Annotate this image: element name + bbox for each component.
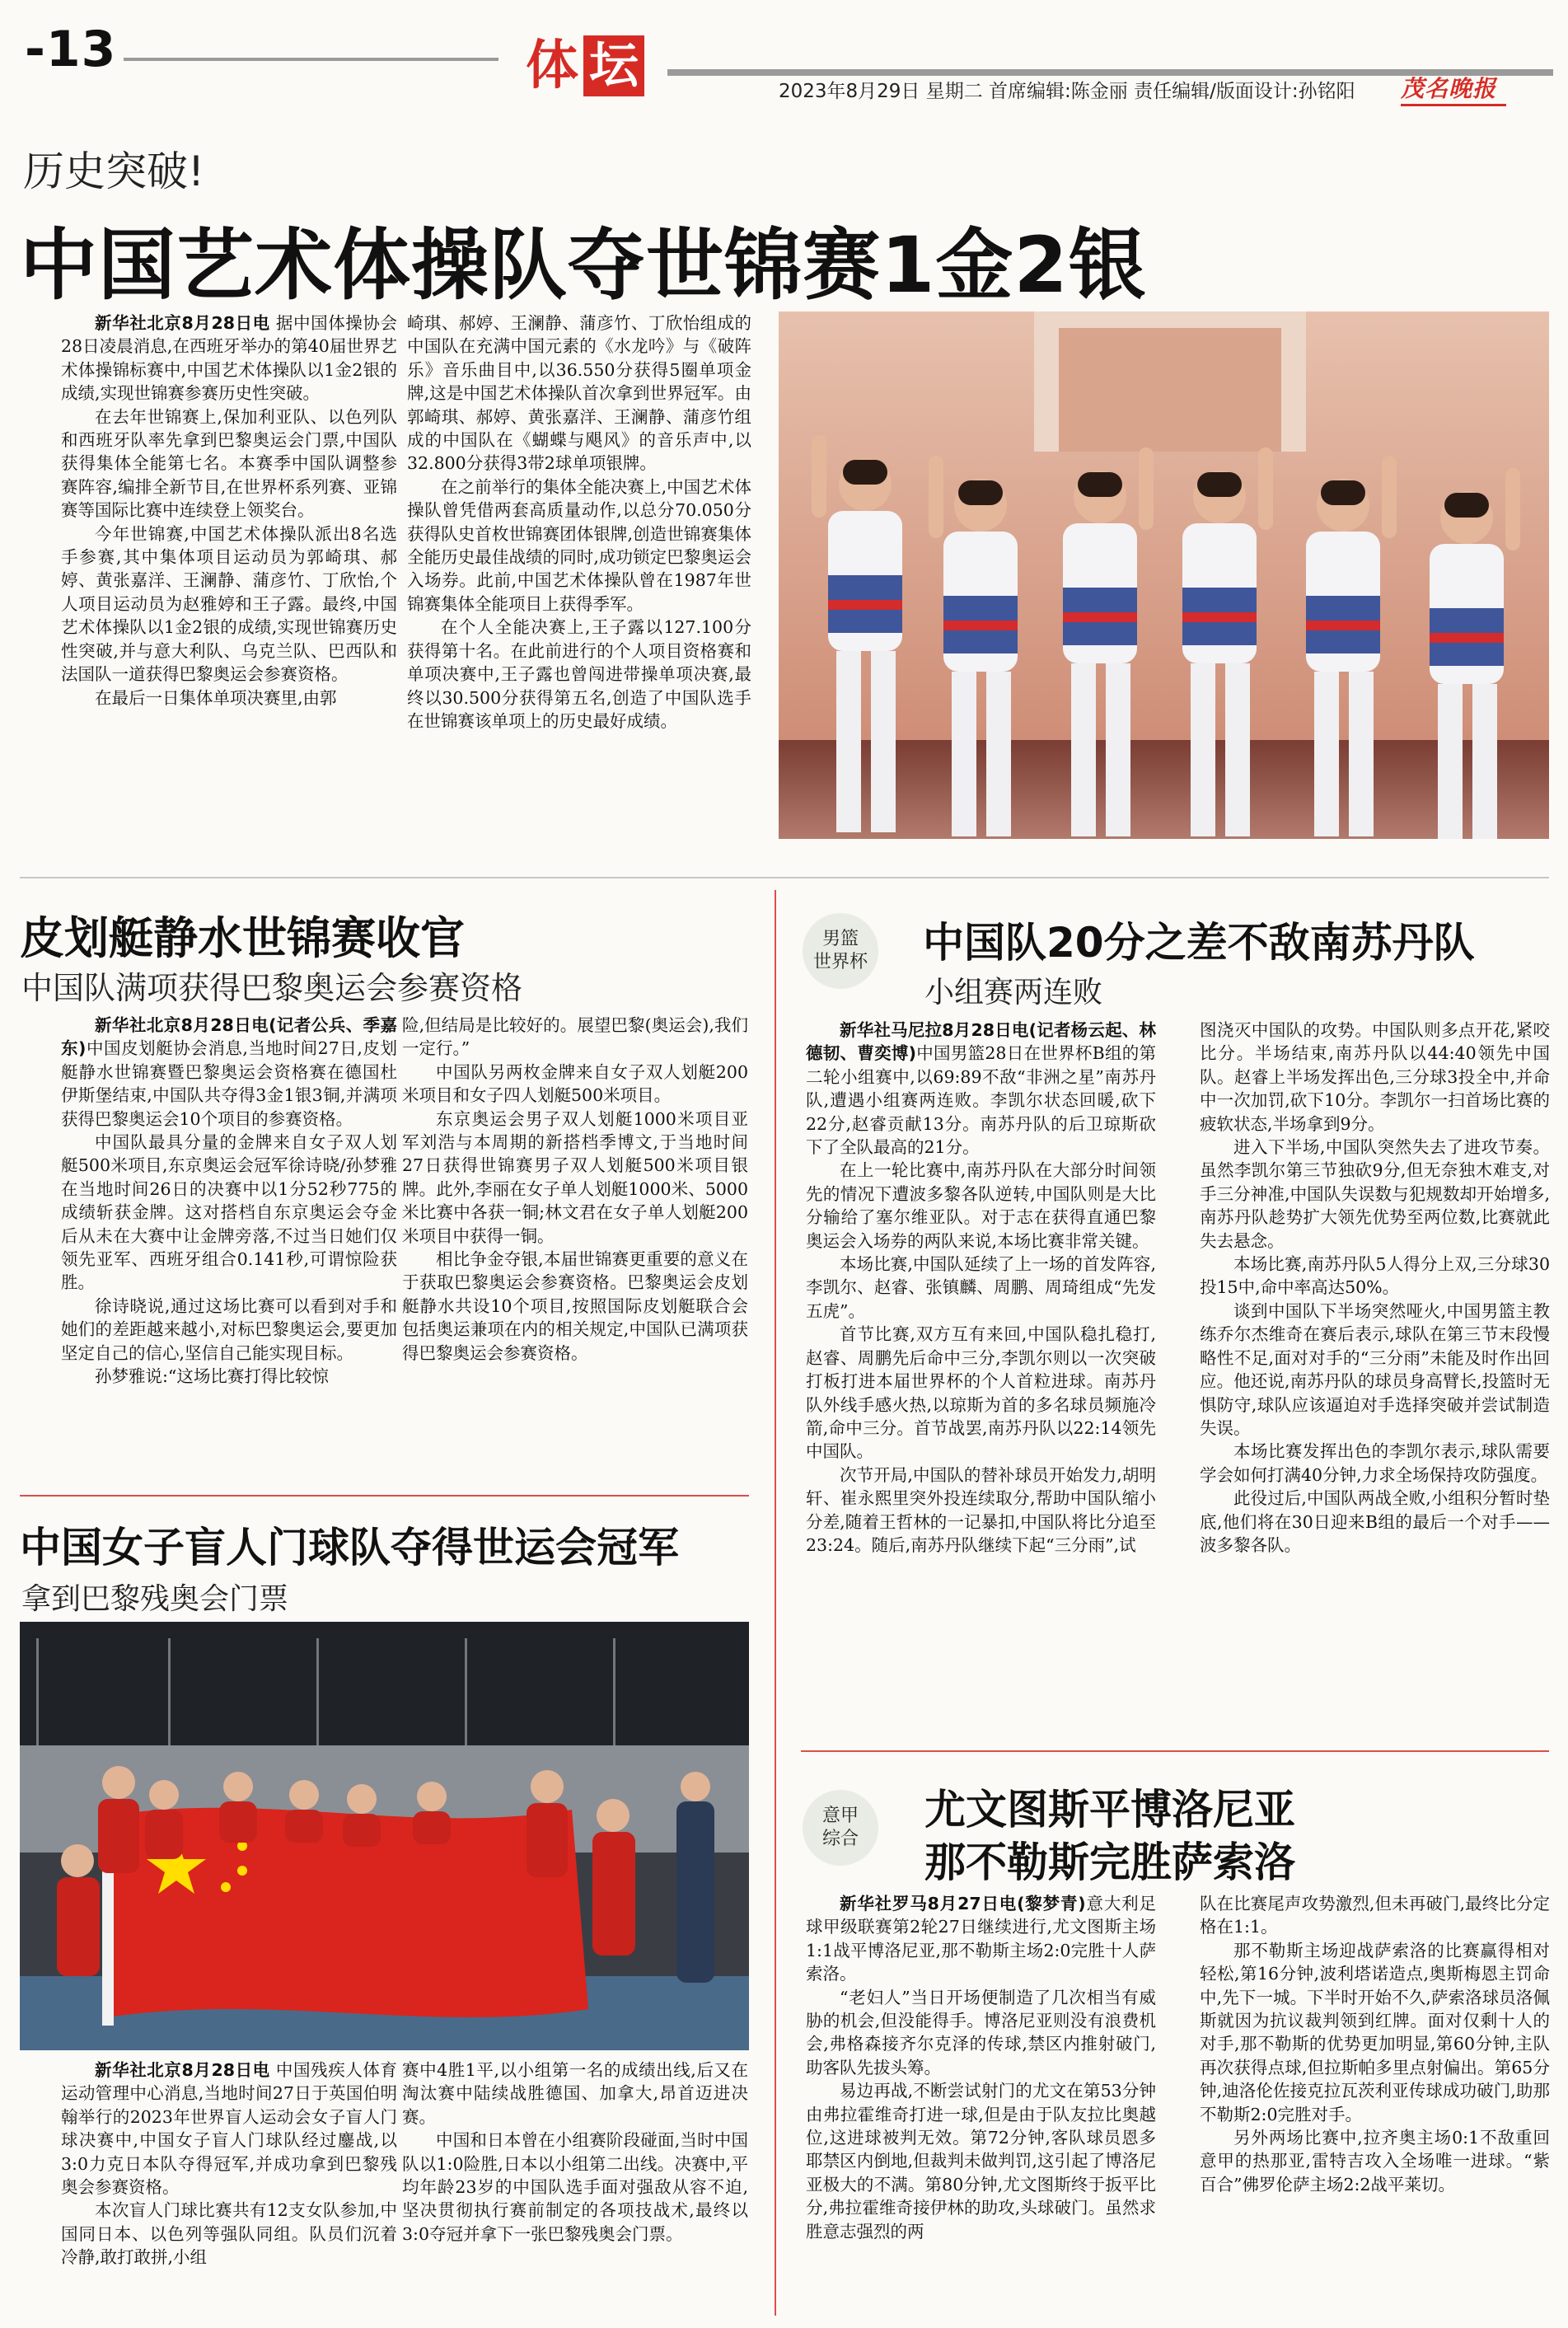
art4-subtitle: 小组赛两连败 — [924, 976, 1103, 1009]
newspaper-logo: 茂名晚报 — [1401, 71, 1506, 106]
art5-col1: 新华社罗马8月27日电(黎梦青)意大利足球甲级联赛第2轮27日继续进行,尤文图斯主场1:1战平博洛尼亚,那不勒斯主场2:0完胜十人萨索洛。 “老妇人”当日开场便制造了几次相当有威胁的机会,但没能得手。博洛尼亚则没有浪费机会,弗格森接齐尔克泽的传球,禁区内推射破门,助客队先拔头筹。 易边再战,不断尝试射门的尤文在第53分钟由弗拉霍维奇打进一球,但是由于队友拉比奥越位,这进球被判无效。第72分钟,客队球员恩多耶禁区内倒地,但裁判未做判罚,这引起了博洛尼亚极大的不满。第80分钟,尤文图斯终于扳平比分,弗拉霍维奇接伊林的助攻,头球破门。虽然求胜意志强烈的两 — [806, 1894, 1156, 2241]
date-line: 2023年8月29日 星期二 首席编辑:陈金丽 责任编辑/版面设计:孙铭阳 — [779, 81, 1355, 102]
vertical-divider — [775, 890, 776, 2316]
gymnastics-team-photo — [779, 311, 1549, 839]
art2-title: 皮划艇静水世锦赛收官 — [20, 912, 465, 964]
art3-col1: 新华社北京8月28日电 中国残疾人体育运动管理中心消息,当地时间27日于英国伯明翰举行的2023年世界盲人运动会女子盲人门球决赛中,中国女子盲人门球队经过鏖战,以3:0力克日本队夺得冠军,并成功拿到巴黎残奥会参赛资格。 本次盲人门球比赛共有12支女队参加,中国同日本、以色列等强队同组。队员们沉着冷静,敢打敢拼,小组 — [61, 2060, 397, 2268]
art1-col2: 崎琪、郝婷、王澜静、蒲彦竹、丁欣怡组成的中国队在充满中国元素的《水龙吟》与《破阵乐》音乐曲目中,以36.550分获得5圈单项金牌,这是中国艺术体操队首次拿到世界冠军。由郭崎琪、郝婷、黄张嘉洋、王澜静、蒲彦竹组成的中国队在《蝴蝶与飓风》的音乐声中,以32.800分获得3带2球单项银牌。 在之前举行的集体全能决赛上,中国艺术体操队曾凭借两套高质量动作,以总分70.050分获得队史首枚世锦赛团体银牌,创造世锦赛集体全能历史最佳战绩的同时,成功锁定巴黎奥运会入场券。此前,中国艺术体操队曾在1987年世锦赛集体全能项目上获得季军。 在个人全能决赛上,王子露以127.100分获得第十名。在此前进行的个人项目资格赛和单项决赛中,王子露也曾闯进带操单项决赛,最终以30.500分获得第五名,创造了中国队选手在世锦赛该单项上的历史最好成绩。 — [407, 313, 751, 731]
art5-category-badge: 意甲 综合 — [803, 1790, 878, 1866]
art3-col2: 赛中4胜1平,以小组第一名的成绩出线,后又在淘汰赛中陆续战胜德国、加拿大,昂首迈进决赛。 中国和日本曾在小组赛阶段碰面,当时中国队以1:0险胜,日本以小组第二出线。决赛中,平均年龄23岁的中国队选手面对强敌从容不迫,坚决贯彻执行赛前制定的各项技战术,最终以3:0夺冠并拿下一张巴黎残奥会门票。 — [402, 2060, 748, 2244]
art4-title: 中国队20分之差不敌南苏丹队 — [923, 919, 1475, 967]
art5-dateline: 新华社罗马8月27日电(黎梦青) — [840, 1894, 1086, 1913]
page-number: -13 — [25, 21, 117, 78]
section-title — [526, 33, 644, 99]
masthead-rule-left — [124, 58, 498, 61]
art4-col1: 新华社马尼拉8月28日电(记者杨云起、林德韧、曹奕博)中国男篮28日在世界杯B组的第二轮小组赛中,以69:89不敌“非洲之星”南苏丹队,遭遇小组赛两连败。李凯尔状态回暖,砍下22分,赵睿贡献13分。南苏丹队的后卫琼斯砍下了全队最高的21分。 在上一轮比赛中,南苏丹队在大部分时间领先的情况下遭波多黎各队逆转,中国队则是大比分输给了塞尔维亚队。对于志在获得直通巴黎奥运会入场券的两队来说,本场比赛非常关键。 本场比赛,中国队延续了上一场的首发阵容,李凯尔、赵睿、张镇麟、周鹏、周琦组成“先发五虎”。 首节比赛,双方互有来回,中国队稳扎稳打,赵睿、周鹏先后命中三分,李凯尔则以一次突破打板打进本届世界杯的个人首粒进球。南苏丹队外线手感火热,以琼斯为首的多名球员频施冷箭,命中三分。首节战罢,南苏丹队以22:14领先中国队。 次节开局,中国队的替补球员开始发力,胡明轩、崔永熙里突外投连续取分,帮助中国队缩小分差,随着王哲林的一记暴扣,中国队将比分追至23:24。随后,南苏丹队继续下起“三分雨”,试 — [806, 1020, 1156, 1555]
art2-bottom-rule — [20, 1495, 749, 1497]
goalball-team-photo — [20, 1622, 749, 2050]
section-char-1: 体 — [526, 35, 578, 96]
art1-kicker: 历史突破! — [23, 148, 205, 195]
art5-title-line2: 那不勒斯完胜萨索洛 — [924, 1839, 1295, 1886]
art5-col2: 队在比赛尾声攻势激烈,但未再破门,最终比分定格在1:1。 那不勒斯主场迎战萨索洛的比赛赢得相对轻松,第16分钟,波利塔诺造点,奥斯梅恩主罚命中,先下一城。下半时开始不久,萨索洛球员洛佩斯就因为抗议裁判领到红牌。面对仅剩十人的对手,那不勒斯的优势更加明显,第60分钟,主队再次获得点球,但拉斯帕多里点射偏出。第65分钟,迪洛伦佐接克拉瓦茨利亚传球成功破门,助那不勒斯2:0完胜对手。 另外两场比赛中,拉齐奥主场0:1不敌重回意甲的热那亚,雷特吉攻入全场唯一进球。“紫百合”佛罗伦萨主场2:2战平莱切。 — [1200, 1894, 1550, 2195]
art1-title: 中国艺术体操队夺世锦赛1金2银 — [20, 221, 1147, 311]
art5-title-line1: 尤文图斯平博洛尼亚 — [924, 1786, 1295, 1834]
page-number-dash: - — [25, 21, 46, 78]
art2-col2: 险,但结局是比较好的。展望巴黎(奥运会),我们一定行。” 中国队另两枚金牌来自女子双人划艇200米项目和女子四人划艇500米项目。 东京奥运会男子双人划艇1000米项目亚军刘浩与本周期的新搭档季博文,于当地时间27日获得世锦赛男子双人划艇500米项目银牌。此外,李丽在女子单人划艇1000米、5000米比赛中各获一铜;林文君在女子单人划艇200米项目中获得一铜。 相比争金夺银,本届世锦赛更重要的意义在于获取巴黎奥运会参赛资格。巴黎奥运会皮划艇静水共设10个项目,按照国际皮划艇联合会包括奥运兼项在内的相关规定,中国队已满项获得巴黎奥运会参赛资格。 — [402, 1015, 748, 1363]
art2-col1: 新华社北京8月28日电(记者公兵、季嘉东)中国皮划艇协会消息,当地时间27日,皮划艇静水世锦赛暨巴黎奥运会资格赛在德国杜伊斯堡结束,中国队共夺得3金1银3铜,并满项获得巴黎奥运会10个项目的参赛资格。 中国队最具分量的金牌来自女子双人划艇500米项目,东京奥运会冠军徐诗晓/孙梦雅在当地时间26日的决赛中以1分52秒775的成绩斩获金牌。这对搭档自东京奥运会夺金后从未在大赛中让金牌旁落,不过当日她们仅领先亚军、西班牙组合0.141秒,可谓惊险获胜。 徐诗晓说,通过这场比赛可以看到对手和她们的差距越来越小,对标巴黎奥运会,要更加坚定自己的信心,坚信自己能实现目标。 孙梦雅说:“这场比赛打得比较惊 — [61, 1015, 397, 1387]
art2-subtitle: 中国队满项获得巴黎奥运会参赛资格 — [21, 970, 523, 1006]
art2-dateline: 新华社北京8月28日电(记者公兵、季嘉东) — [61, 1015, 397, 1059]
art3-subtitle: 拿到巴黎残奥会门票 — [21, 1582, 289, 1616]
divider-top — [20, 877, 1549, 878]
art4-col2: 图浇灭中国队的攻势。中国队则多点开花,紧咬比分。半场结束,南苏丹队以44:40领先中国队。赵睿上半场发挥出色,三分球3投全中,并命中一次加罚,砍下10分。李凯尔一扫首场比赛的疲软状态,半场拿到9分。 进入下半场,中国队突然失去了进攻节奏。虽然李凯尔第三节独砍9分,但无奈独木难支,对手三分神准,中国队失误数与犯规数却开始增多,南苏丹队趁势扩大领先优势至两位数,比赛就此失去悬念。 本场比赛,南苏丹队5人得分上双,三分球30投15中,命中率高达50%。 谈到中国队下半场突然哑火,中国男篮主教练乔尔杰维奇在赛后表示,球队在第三节末段慢略性不足,面对对手的“三分雨”未能及时作出回应。他还说,南苏丹队的球员身高臂长,投篮时无惧防守,球队应该逼迫对手选择突破并尝试制造失误。 本场比赛发挥出色的李凯尔表示,球队需要学会如何打满40分钟,力求全场保持攻防强度。 此役过后,中国队两战全败,小组积分暂时垫底,他们将在30日迎来B组的最后一个对手——波多黎各队。 — [1200, 1020, 1550, 1555]
art4-category-badge: 男篮 世界杯 — [803, 913, 878, 989]
art1-col1: 新华社北京8月28日电 据中国体操协会28日凌晨消息,在西班牙举办的第40届世界艺术体操锦标赛中,中国艺术体操队以1金2银的成绩,实现世锦赛参赛历史性突破。 在去年世锦赛上,保加利亚队、以色列队和西班牙队率先拿到巴黎奥运会门票,中国队获得集体全能第七名。本赛季中国队调整参赛阵容,编排全新节目,在世界杯系列赛、亚锦赛等国际比赛中连续登上领奖台。 今年世锦赛,中国艺术体操队派出8名选手参赛,其中集体项目运动员为郭崎琪、郝婷、黄张嘉洋、王澜静、蒲彦竹、丁欣怡,个人项目运动员为赵雅婷和王子露。最终,中国艺术体操队以1金2银的成绩,实现世锦赛历史性突破,并与意大利队、乌克兰队、巴西队和法国队一道获得巴黎奥运会参赛资格。 在最后一日集体单项决赛里,由郭 — [61, 313, 397, 708]
art3-dateline: 新华社北京8月28日电 — [95, 2060, 270, 2080]
art4-bottom-rule — [801, 1750, 1549, 1752]
section-char-2-box: 坛 — [583, 35, 644, 96]
goalball-photo-image — [20, 1622, 749, 2050]
art1-dateline: 新华社北京8月28日电 — [95, 313, 270, 333]
gymnastics-photo-image — [779, 311, 1549, 839]
art4-dateline: 新华社马尼拉8月28日电(记者杨云起、林德韧、曹奕博) — [806, 1020, 1156, 1064]
art3-title: 中国女子盲人门球队夺得世运会冠军 — [20, 1524, 679, 1572]
